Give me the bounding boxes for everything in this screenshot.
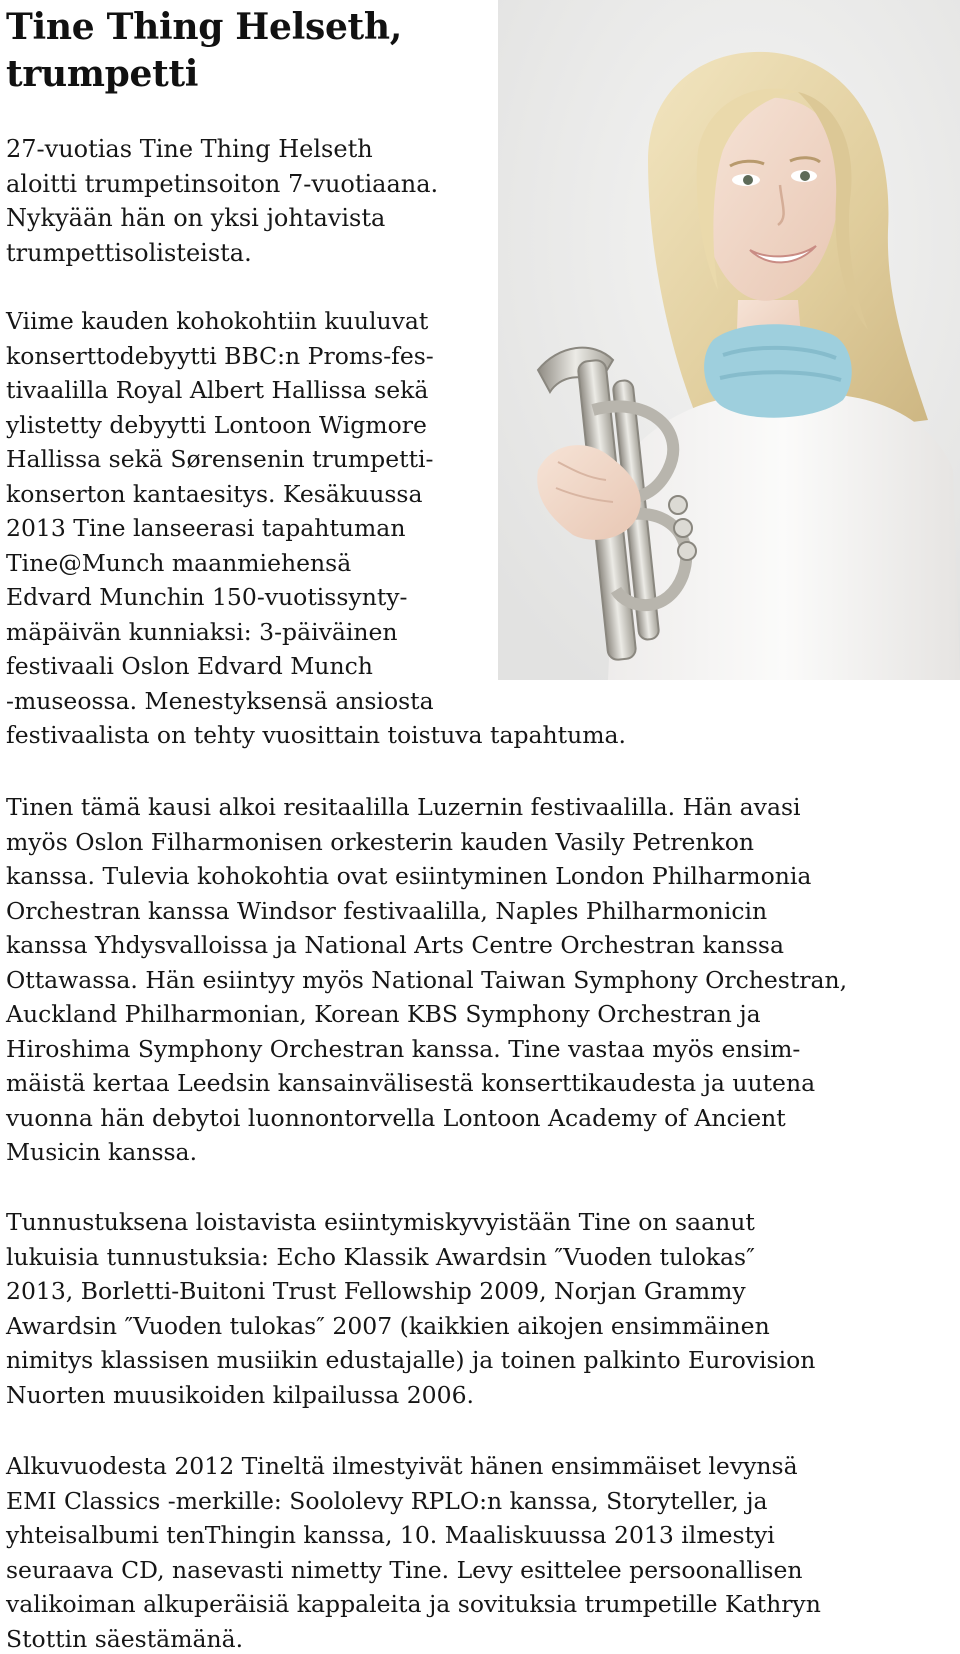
text-line: myös Oslon Filharmonisen orkesterin kauden Vasily Petrenkon bbox=[6, 827, 755, 856]
text-line: festivaalista on tehty vuosittain toistuva tapahtuma. bbox=[6, 721, 627, 749]
text-line: konserttodebyytti BBC:n Proms-fes- bbox=[6, 341, 434, 370]
text-line: Hallissa sekä Sørensenin trumpetti- bbox=[6, 445, 434, 473]
text-line: festivaali Oslon Edvard Munch bbox=[6, 652, 373, 680]
text-line: Musicin kanssa. bbox=[6, 1138, 198, 1166]
text-line: Tine@Munch maanmiehensä bbox=[6, 548, 352, 577]
text-line: Tunnustuksena loistavista esiintymiskyvyistään Tine on saanut bbox=[6, 1208, 755, 1236]
text-line: mäistä kertaa Leedsin kansainvälisestä konserttikaudesta ja uutena bbox=[6, 1069, 816, 1097]
text-line: tivaalilla Royal Albert Hallissa sekä bbox=[6, 376, 429, 404]
text-line: EMI Classics -merkille: Soololevy RPLO:n kanssa, Storyteller, ja bbox=[6, 1486, 768, 1515]
paragraph-discography bbox=[6, 1449, 946, 1654]
iris-left bbox=[743, 175, 753, 185]
text-line: kanssa. Tulevia kohokohtia ovat esiintyminen London Philharmonia bbox=[6, 862, 812, 890]
article-title bbox=[6, 4, 476, 98]
title-line: trumpetti bbox=[6, 53, 199, 95]
text-line: seuraava CD, nasevasti nimetty Tine. Levy esittelee persoonallisen bbox=[6, 1555, 803, 1584]
sweater-shape bbox=[608, 395, 960, 680]
text-line: -museossa. Menestyksensä ansiosta bbox=[6, 686, 434, 715]
iris-right bbox=[800, 171, 810, 181]
text-line: trumpettisolisteista. bbox=[6, 238, 252, 267]
text-line: mäpäivän kunniaksi: 3-päiväinen bbox=[6, 617, 398, 646]
text-line: Ottawassa. Hän esiintyy myös National Taiwan Symphony Orchestran, bbox=[6, 965, 848, 994]
text-line: Nykyään hän on yksi johtavista bbox=[6, 204, 386, 232]
text-line: lukuisia tunnustuksia: Echo Klassik Awardsin ″Vuoden tulokas″ bbox=[6, 1242, 755, 1271]
text-line: Stottin säestämänä. bbox=[6, 1624, 244, 1653]
text-line: Tinen tämä kausi alkoi resitaalilla Luzernin festivaalilla. Hän avasi bbox=[6, 793, 801, 821]
text-line: 2013 Tine lanseerasi tapahtuman bbox=[6, 514, 406, 542]
text-line: Alkuvuodesta 2012 Tineltä ilmestyivät hänen ensimmäiset levynsä bbox=[6, 1452, 798, 1480]
text-line: 2013, Borletti-Buitoni Trust Fellowship 2009, Norjan Grammy bbox=[6, 1277, 746, 1305]
paragraph-intro bbox=[6, 132, 466, 270]
text-line: Hiroshima Symphony Orchestran kanssa. Tine vastaa myös ensim- bbox=[6, 1034, 801, 1063]
text-line: kanssa Yhdysvalloissa ja National Arts Centre Orchestran kanssa bbox=[6, 931, 785, 959]
paragraph-current-season bbox=[6, 790, 946, 1170]
text-line: 27-vuotias Tine Thing Helseth bbox=[6, 135, 373, 163]
title-line: Tine Thing Helseth, bbox=[6, 6, 402, 48]
text-line: Orchestran kanssa Windsor festivaalilla, Naples Philharmonicin bbox=[6, 896, 768, 925]
text-line: yhteisalbumi tenThingin kanssa, 10. Maaliskuussa 2013 ilmestyi bbox=[6, 1521, 775, 1549]
text-line: Edvard Munchin 150-vuotissynty- bbox=[6, 583, 408, 611]
text-line: konserton kantaesitys. Kesäkuussa bbox=[6, 479, 423, 508]
text-line: nimitys klassisen musiikin edustajalle) ja toinen palkinto Eurovision bbox=[6, 1346, 816, 1374]
text-line: aloitti trumpetinsoiton 7-vuotiaana. bbox=[6, 169, 439, 198]
text-line: ylistetty debyytti Lontoon Wigmore bbox=[6, 410, 427, 439]
text-line: vuonna hän debytoi luonnontorvella Lontoon Academy of Ancient bbox=[6, 1103, 786, 1132]
text-line: Nuorten muusikoiden kilpailussa 2006. bbox=[6, 1380, 474, 1409]
paragraph-awards bbox=[6, 1205, 946, 1412]
text-line: valikoiman alkuperäisiä kappaleita ja sovituksia trumpetille Kathryn bbox=[6, 1590, 821, 1618]
text-line: Viime kauden kohokohtiin kuuluvat bbox=[6, 307, 429, 335]
text-line: Auckland Philharmonian, Korean KBS Symphony Orchestran ja bbox=[6, 1000, 761, 1028]
text-line: Awardsin ″Vuoden tulokas″ 2007 (kaikkien aikojen ensimmäinen bbox=[6, 1311, 770, 1340]
paragraph-season bbox=[6, 304, 656, 753]
